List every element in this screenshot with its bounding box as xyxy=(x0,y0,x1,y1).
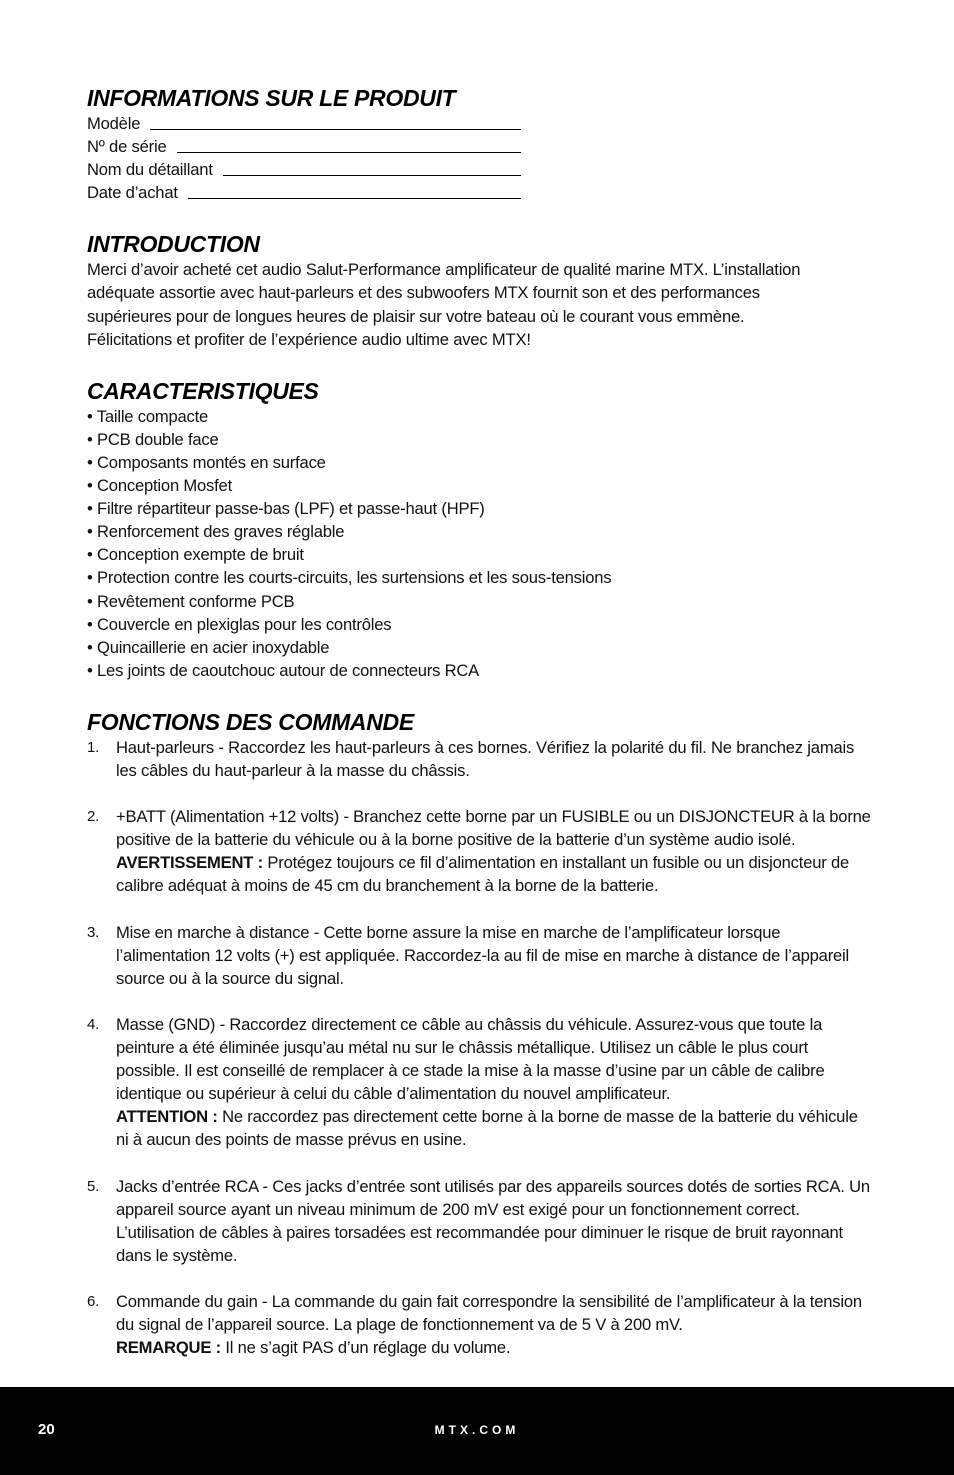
introduction-section xyxy=(87,230,872,350)
feature-item: • Protection contre les courts-circuits, les surtensions et les sous-tensions xyxy=(87,568,612,588)
feature-item: • Quincaillerie en acier inoxydable xyxy=(87,637,330,657)
controls-list xyxy=(87,736,872,1360)
introduction-line: adéquate assortie avec haut-parleurs et des subwoofers MTX fournit son et des performances xyxy=(87,283,760,303)
controls-heading: FONCTIONS DES COMMANDE xyxy=(87,708,414,735)
feature-item: • Renforcement des graves réglable xyxy=(87,522,345,542)
feature-item: • PCB double face xyxy=(87,429,219,449)
feature-item: • Couvercle en plexiglas pour les contrôles xyxy=(87,614,392,634)
control-item-rca xyxy=(87,1175,872,1267)
serial-number-blank-line xyxy=(177,151,522,153)
item-text-after: Protégez toujours ce fil d’alimentation en installant un fusible ou un disjoncteur de calibre adéquat à moins de 45 cm du branchement à la borne de la batterie. xyxy=(116,853,850,896)
control-item-gain xyxy=(87,1290,872,1359)
website-link[interactable]: MTX.COM xyxy=(434,1423,520,1437)
features-heading: CARACTERISTIQUES xyxy=(87,377,319,404)
item-text: Commande du gain - La commande du gain fait correspondre la sensibilité de l’amplificateur à la tension du signal de l’appareil source. La plage de fonctionnement va de 5 V à 200 mV. xyxy=(116,1292,862,1335)
model-field[interactable] xyxy=(87,112,521,135)
features-list xyxy=(87,405,872,682)
feature-item: • Les joints de caoutchouc autour de connecteurs RCA xyxy=(87,660,480,680)
dealer-name-blank-line xyxy=(223,174,521,176)
item-number: 6. xyxy=(87,1293,100,1311)
serial-number-label: Nº de série xyxy=(87,137,167,157)
page-content xyxy=(87,84,872,1359)
item-text-after: Ne raccordez pas directement cette borne à la borne de masse de la batterie du véhicule ni à aucun des points de masse prévus en usine. xyxy=(116,1107,858,1150)
item-number: 5. xyxy=(87,1177,100,1195)
warning-label: AVERTISSEMENT : xyxy=(116,853,263,873)
item-text: Masse (GND) - Raccordez directement ce câble au châssis du véhicule. Assurez-vous que toute la peinture a été éliminée jusqu’au métal nu sur le châssis métallique. Utilisez un câble le plus court possible. Il est conseillé de remplacer à ce stade la mise à la masse d’usine par un câble de calibre identique ou supérieur à celui du câble d’alimentation du nouvel amplificateur. xyxy=(116,1015,825,1104)
introduction-line: Félicitations et profiter de l’expérience audio ultime avec MTX! xyxy=(87,329,531,349)
note-label: REMARQUE : xyxy=(116,1338,221,1358)
feature-item: • Conception Mosfet xyxy=(87,476,232,496)
introduction-heading: INTRODUCTION xyxy=(87,231,260,258)
item-number: 4. xyxy=(87,1016,100,1033)
item-number: 3. xyxy=(87,923,100,941)
model-blank-line xyxy=(150,128,521,130)
page-footer xyxy=(0,1387,954,1475)
item-text: Haut-parleurs - Raccordez les haut-parleurs à ces bornes. Vérifiez la polarité du fil. Ne branchez jamais les câbles du haut-parleur à la masse du châssis. xyxy=(116,737,855,780)
page-number: 20 xyxy=(38,1421,55,1438)
item-number: 2. xyxy=(87,808,100,826)
feature-item: • Conception exempte de bruit xyxy=(87,545,304,565)
product-info-heading: INFORMATIONS SUR LE PRODUIT xyxy=(87,85,456,111)
features-section xyxy=(87,377,872,682)
introduction-line: supérieures pour de longues heures de plaisir sur votre bateau où le courant vous emmène. xyxy=(87,306,745,326)
dealer-name-label: Nom du détaillant xyxy=(87,160,213,180)
dealer-name-field[interactable] xyxy=(87,158,521,181)
feature-item: • Taille compacte xyxy=(87,406,209,426)
item-text-after: Il ne s’agit PAS d’un réglage du volume. xyxy=(220,1338,511,1358)
item-text: +BATT (Alimentation +12 volts) - Branchez cette borne par un FUSIBLE ou un DISJONCTEUR à la borne positive de la batterie du véhicule ou à la borne positive de la batterie d’un système audio isolé. xyxy=(116,807,871,850)
item-number: 1. xyxy=(87,738,100,756)
feature-item: • Revêtement conforme PCB xyxy=(87,591,295,611)
item-text: Mise en marche à distance - Cette borne assure la mise en marche de l’amplificateur lorsque l’alimentation 12 volts (+) est appliquée. Raccordez-la au fil de mise en marche à distance de l’appareil source ou à la source du signal. xyxy=(116,922,850,988)
feature-item: • Filtre répartiteur passe-bas (LPF) et passe-haut (HPF) xyxy=(87,499,485,519)
control-item-batt xyxy=(87,805,872,897)
product-info-section xyxy=(87,84,872,204)
purchase-date-field[interactable] xyxy=(87,181,521,204)
introduction-line: Merci d’avoir acheté cet audio Salut-Performance amplificateur de qualité marine MTX. L’installation xyxy=(87,260,801,280)
purchase-date-blank-line xyxy=(188,197,521,199)
control-item-ground xyxy=(87,1013,872,1152)
control-item-speakers xyxy=(87,736,872,782)
model-label: Modèle xyxy=(87,114,141,133)
controls-section xyxy=(87,708,872,1360)
attention-label: ATTENTION : xyxy=(116,1107,218,1127)
item-text: Jacks d’entrée RCA - Ces jacks d’entrée sont utilisés par des appareils sources dotés de sorties RCA. Un appareil source ayant un niveau minimum de 200 mV est exigé pour un fonctionnement correct. L’utilisation de câbles à paires torsadées est recommandée pour diminuer le risque de bruit rayonnant dans le système. xyxy=(116,1176,870,1265)
control-item-remote xyxy=(87,921,872,990)
feature-item: • Composants montés en surface xyxy=(87,452,326,472)
serial-number-field[interactable] xyxy=(87,135,521,158)
purchase-date-label: Date d’achat xyxy=(87,183,178,203)
